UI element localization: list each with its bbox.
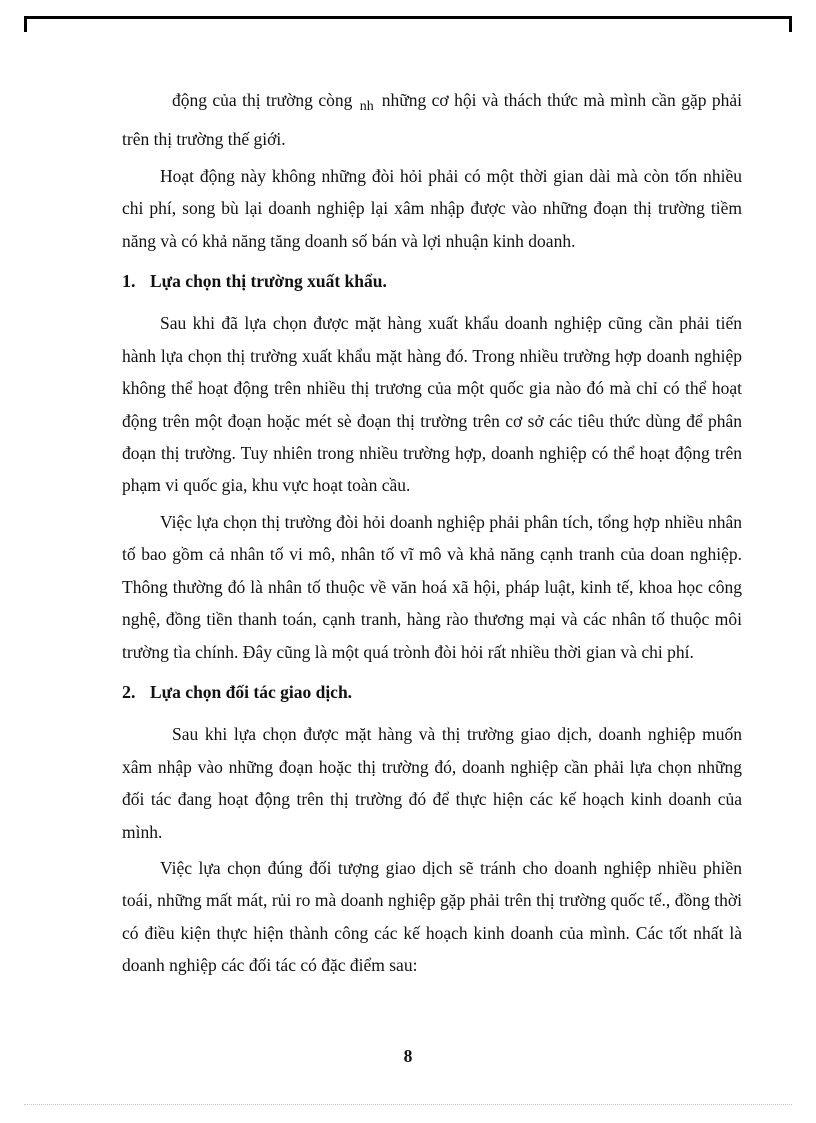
paragraph: Hoạt động này không những đòi hỏi phải có một thời gian dài mà còn tốn nhiều chi phí, song bù lại doanh nghiệp lại xâm nhập được vào những đoạn thị trường tiềm năng và có khả năng tăng doanh số bán và lợi nhuận kinh doanh.: [122, 165, 742, 251]
paragraph: Sau khi lựa chọn được mặt hàng và thị trường giao dịch, doanh nghiệp muốn xâm nhập vào những đoạn hoặc thị trường đó, doanh nghiệp cần phải lựa chọn những đối tác đang hoạt động trên thị trường đó để thực hiện các kế hoạch kinh doanh của mình.: [122, 724, 742, 842]
paragraph-text: những cơ hội và thách thức mà mình cần gặp phải trên thị trường thế giới.: [122, 90, 742, 150]
section-heading-2: [122, 676, 742, 708]
page-number: 8: [403, 1046, 413, 1066]
paragraph-intro-continued: [122, 84, 742, 156]
heading-text: Lựa chọn thị trường xuất khẩu.: [150, 271, 387, 292]
section-heading-1: [122, 265, 742, 297]
stray-fragment: nh: [359, 99, 374, 114]
paragraph-text: động của thị trường còng: [172, 90, 353, 110]
heading-number: 2.: [122, 681, 136, 702]
heading-text: Lựa chọn đối tác giao dịch.: [150, 681, 353, 702]
heading-number: 1.: [122, 271, 136, 292]
paragraph: Sau khi đã lựa chọn được mặt hàng xuất khẩu doanh nghiệp cũng cần phải tiến hành lựa chọn thị trường xuất khẩu mặt hàng đó. Trong nhiều trường hợp doanh nghiệp không thể hoạt động trên nhiều thị trương của một quốc gia nào đó mà chỉ có thể hoạt động trên một đoạn hoặc mét sè đoạn thị trường trên cơ sở các tiêu thức dùng để phân đoạn thị trường. Tuy nhiên trong nhiều trường hợp, doanh nghiệp có thể hoạt động trên phạm vi quốc gia, khu vực hoạt toàn cầu.: [122, 313, 742, 496]
page-border-left: [24, 16, 27, 32]
page-border-right: [789, 16, 792, 32]
page-border-top: [24, 16, 792, 19]
paragraph: Việc lựa chọn đúng đối tượng giao dịch sẽ tránh cho doanh nghiệp nhiều phiền toái, những mất mát, rủi ro mà doanh nghiệp gặp phải trên thị trường quốc tế., đồng thời có điều kiện thực hiện thành công các kế hoạch kinh doanh của mình. Các tốt nhất là doanh nghiệp các đối tác có đặc điểm sau:: [122, 857, 742, 976]
page-border-bottom: [24, 1104, 792, 1105]
document-body: [122, 84, 742, 986]
paragraph: Việc lựa chọn thị trường đòi hỏi doanh nghiệp phải phân tích, tổng hợp nhiều nhân tố bao gồm cả nhân tố vi mô, nhân tố vĩ mô và khả năng cạnh tranh của doan nghiệp. Thông thường đó là nhân tố thuộc về văn hoá xã hội, pháp luật, kinh tế, khoa học công nghệ, đồng tiền thanh toán, cạnh tranh, hàng rào thương mại và các nhân tố thuộc môi trường tìa chính. Đây cũng là một quá trònh đòi hỏi rất nhiều thời gian và chi phí.: [122, 511, 742, 662]
